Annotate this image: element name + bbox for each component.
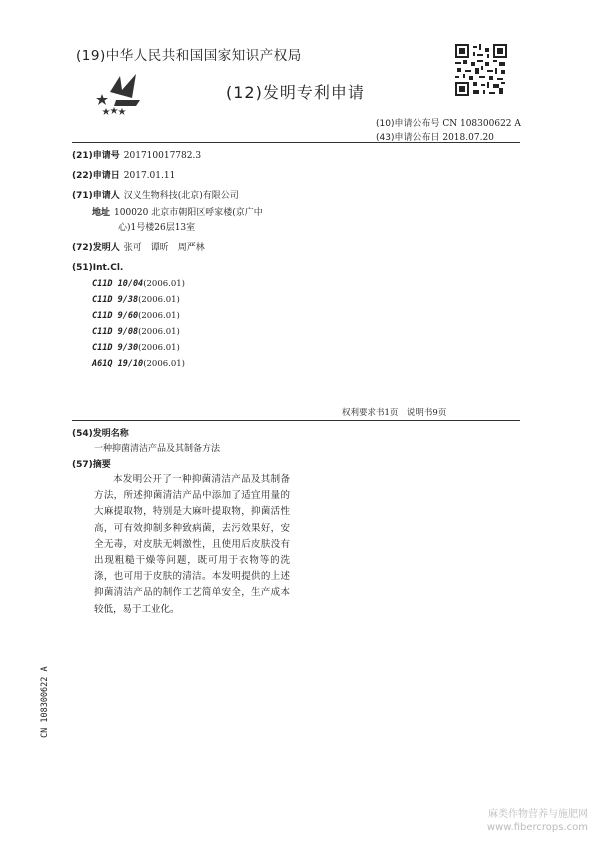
ipc-label: (51)Int.Cl. [72,263,124,273]
inventors [72,240,205,253]
applicant-value: 汉义生物科技(北京)有限公司 [123,191,239,201]
ipc-entry: C11D 9/08(2006.01) [92,327,180,337]
header-divider [72,142,520,143]
page-count: 权利要求书1页 说明书9页 [342,408,447,418]
address-line-2: 心)1号楼26层13室 [118,223,196,233]
address-label: 地址 [92,208,111,218]
inventors-label: (72)发明人 [72,243,120,253]
publication-date-value: 2018.07.20 [442,133,494,143]
patent-office-name: (19)中华人民共和国国家知识产权局 [76,48,302,64]
address [92,205,263,218]
watermark [458,808,588,834]
side-publication-number: CN 108300622 A [40,666,50,738]
ipc-entry: C11D 9/60(2006.01) [92,311,180,321]
application-number [72,148,201,161]
watermark-line-1: 麻类作物营养与施肥网 [488,809,588,820]
publication-date-label: (43)申请公布日 [376,133,440,143]
document-kind: (12)发明专利申请 [226,83,365,102]
application-number-value: 201710017782.3 [123,151,202,161]
applicant [72,188,239,201]
ipc-entry: A61Q 19/10(2006.01) [92,359,185,369]
abstract-label: (57)摘要 [72,460,111,470]
ipc-entry: C11D 9/38(2006.01) [92,295,180,305]
title-label: (54)发明名称 [72,429,129,439]
publication-number [376,116,521,129]
publication-number-label: (10)申请公布号 [376,119,440,129]
filing-date-value: 2017.01.11 [123,171,176,181]
publication-number-value: CN 108300622 A [442,119,521,129]
qr-code-icon [455,44,507,96]
abstract-text: 本发明公开了一种抑菌清洁产品及其制备方法，所述抑菌清洁产品中添加了适宜用量的大麻提取物，特别是大麻叶提取物，抑菌活性高，可有效抑制多种致病菌，去污效果好，安全无毒，对皮肤无刺激性，且使用后皮肤没有出现粗糙干燥等问题，既可用于衣物等的洗涤，也可用于皮肤的清洁。本发明提供的上述抑菌清洁产品的制作工艺简单安全，生产成本较低，易于工业化。 [94,474,290,615]
filing-date [72,168,175,181]
address-line-1: 100020 北京市朝阳区呼家楼(京广中 [114,208,263,218]
ipc-entry: C11D 9/30(2006.01) [92,343,180,353]
pages-divider [72,420,520,421]
invention-title: 一种抑菌清洁产品及其制备方法 [94,444,221,454]
applicant-label: (71)申请人 [72,191,120,201]
abstract-body [94,472,290,618]
application-number-label: (21)申请号 [72,151,120,161]
watermark-line-2: www.fibercrops.com [486,822,588,833]
inventors-value: 张可 谭昕 周严林 [123,243,205,253]
patent-office-emblem-icon [96,70,158,116]
ipc-entry: C11D 10/04(2006.01) [92,279,185,289]
filing-date-label: (22)申请日 [72,171,120,181]
